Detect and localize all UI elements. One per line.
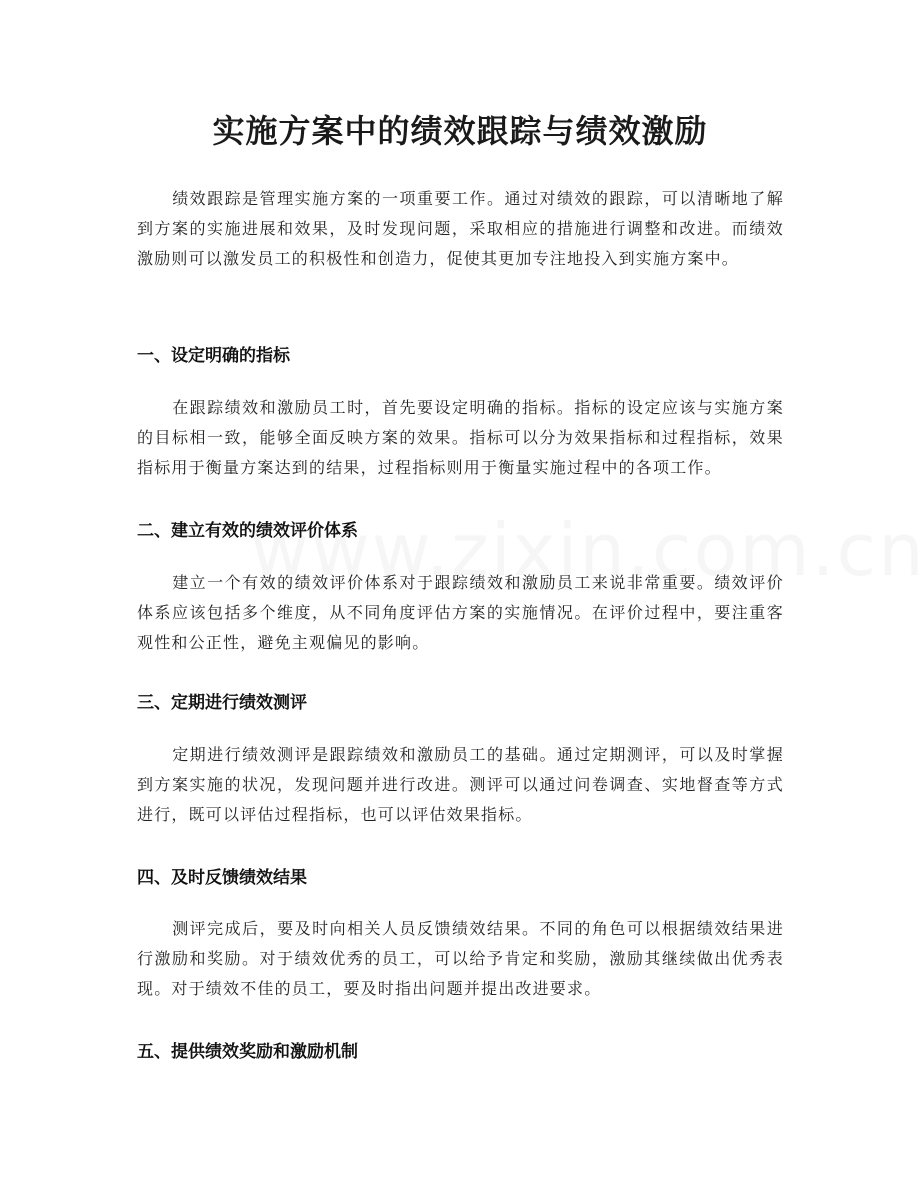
section-heading-5: 五、提供绩效奖励和激励机制 (137, 1042, 358, 1062)
intro-paragraph: 绩效跟踪是管理实施方案的一项重要工作。通过对绩效的跟踪，可以清晰地了解到方案的实施进展和效果，及时发现问题，采取相应的措施进行调整和改进。而绩效激励则可以激发员工的积极性和创造力，促使其更加专注地投入到实施方案中。 (137, 189, 784, 268)
section-body-4: 测评完成后，要及时向相关人员反馈绩效结果。不同的角色可以根据绩效结果进行激励和奖励。对于绩效优秀的员工，可以给予肯定和奖励，激励其继续做出优秀表现。对于绩效不佳的员工，要及时指出问题并提出改进要求。 (137, 919, 784, 998)
section-heading-3: 三、定期进行绩效测评 (137, 693, 307, 713)
section-heading-1: 一、设定明确的指标 (137, 346, 290, 366)
section-body-1: 在跟踪绩效和激励员工时，首先要设定明确的指标。指标的设定应该与实施方案的目标相一致，能够全面反映方案的效果。指标可以分为效果指标和过程指标，效果指标用于衡量方案达到的结果，过程指标则用于衡量实施过程中的各项工作。 (137, 398, 784, 477)
section-heading-4: 四、及时反馈绩效结果 (137, 868, 307, 888)
section-body-3: 定期进行绩效测评是跟踪绩效和激励员工的基础。通过定期测评，可以及时掌握到方案实施的状况，发现问题并进行改进。测评可以通过问卷调查、实地督查等方式进行，既可以评估过程指标，也可以评估效果指标。 (137, 745, 784, 824)
document-title: 实施方案中的绩效跟踪与绩效激励 (212, 112, 708, 150)
section-heading-2: 二、建立有效的绩效评价体系 (137, 521, 358, 541)
section-body-2: 建立一个有效的绩效评价体系对于跟踪绩效和激励员工来说非常重要。绩效评价体系应该包括多个维度，从不同角度评估方案的实施情况。在评价过程中，要注重客观性和公正性，避免主观偏见的影响。 (137, 573, 784, 652)
